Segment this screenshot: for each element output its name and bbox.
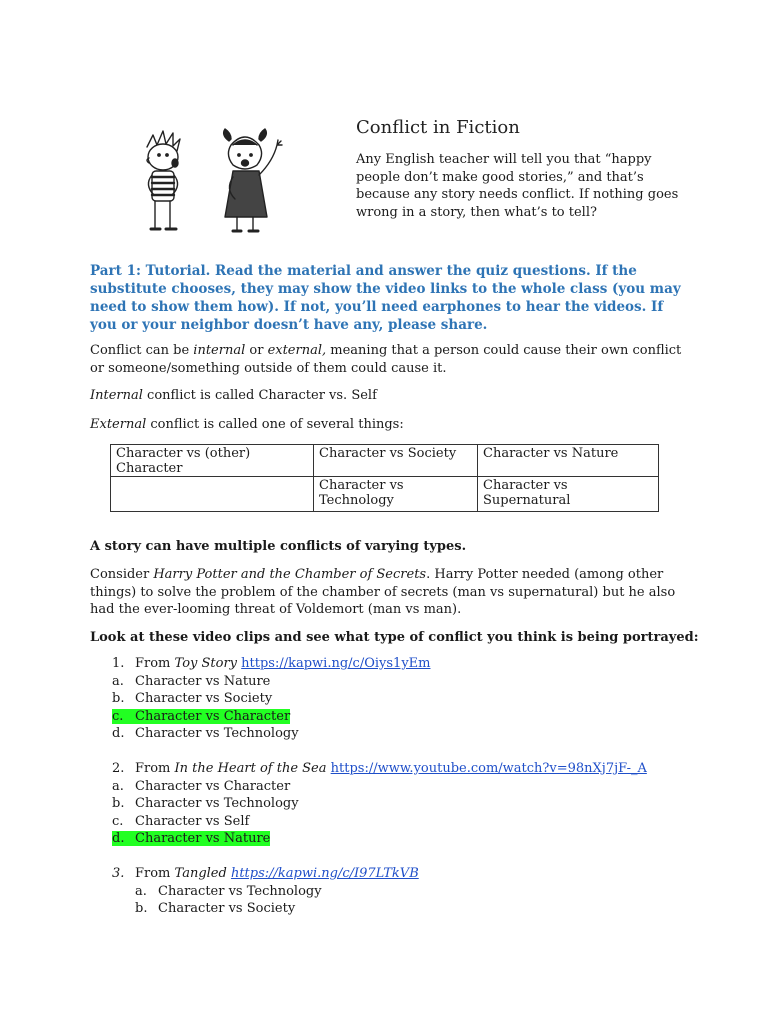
video-link[interactable]: https://kapwi.ng/c/Oiys1yEm bbox=[241, 656, 431, 671]
film-title: Tangled bbox=[174, 866, 227, 881]
part1-instructions: Part 1: Tutorial. Read the material and answer the quiz questions. If the substitute chooses, they may show the video links to the whole class (you may need to show them how). If not, you’ll need earphones to hear the videos. If you or your neighbor doesn’t have any, please share. bbox=[90, 263, 681, 333]
option-text: Character vs Nature bbox=[135, 673, 271, 689]
text-segment: meaning that a person could cause their own conflict or someone/something outside of them could cause it. bbox=[90, 343, 682, 376]
video-clips-heading: Look at these video clips and see what type of conflict you think is being portrayed: bbox=[90, 630, 699, 645]
external-conflict-line bbox=[90, 416, 690, 434]
table-cell: Character vs (other) Character bbox=[111, 445, 314, 477]
text-segment: . Harry Potter needed (among other things) to solve the problem of the chamber of secrets (man vs supernatural) but he also had the ever-looming threat of Voldemort (man vs man). bbox=[90, 567, 676, 617]
option-text: Character vs Society bbox=[158, 901, 296, 916]
text-segment: From bbox=[135, 866, 175, 881]
option-c[interactable] bbox=[112, 813, 712, 831]
option-letter: a. bbox=[112, 778, 124, 794]
option-a[interactable] bbox=[112, 883, 712, 901]
option-b[interactable] bbox=[112, 795, 712, 813]
option-letter: d. bbox=[112, 831, 125, 846]
text-segment: conflict is called Character vs. Self bbox=[142, 388, 377, 403]
option-letter: a. bbox=[112, 673, 124, 689]
question-header bbox=[112, 865, 712, 883]
question-1 bbox=[112, 655, 712, 743]
option-text: Character vs Nature bbox=[135, 831, 271, 846]
question-header bbox=[112, 760, 712, 778]
option-text: Character vs Technology bbox=[158, 883, 322, 899]
text-segment: conflict is called one of several things: bbox=[146, 417, 404, 432]
table-cell: Character vs Nature bbox=[478, 445, 659, 477]
intro-paragraph: Any English teacher will tell you that “happy people don’t make good stories,” and that’s because any story needs conflict. If nothing goes wrong in a story, then what’s to tell? bbox=[356, 152, 679, 220]
question-2 bbox=[112, 760, 712, 848]
text-segment: internal bbox=[193, 343, 246, 358]
table-row bbox=[111, 445, 659, 477]
option-letter: b. bbox=[112, 796, 125, 811]
video-link[interactable]: https://www.youtube.com/watch?v=98nXj7jF-_A bbox=[330, 761, 647, 776]
option-letter: d. bbox=[112, 726, 125, 741]
text-segment: external, bbox=[267, 343, 327, 358]
conflict-definition bbox=[90, 342, 690, 377]
cartoon-illustration bbox=[135, 125, 295, 240]
table-row bbox=[111, 477, 659, 512]
option-a[interactable] bbox=[112, 673, 712, 691]
option-text: Character vs Character bbox=[135, 708, 291, 724]
option-b[interactable] bbox=[112, 900, 712, 918]
table-cell: Character vs Society bbox=[314, 445, 478, 477]
option-c-selected[interactable] bbox=[112, 708, 712, 726]
option-letter: c. bbox=[112, 813, 124, 829]
option-letter: b. bbox=[135, 901, 148, 916]
film-title: Toy Story bbox=[174, 656, 238, 671]
option-a[interactable] bbox=[112, 778, 712, 796]
option-d-selected[interactable] bbox=[112, 830, 712, 848]
conflict-types-table bbox=[110, 444, 659, 512]
option-text: Character vs Society bbox=[135, 691, 273, 706]
question-header bbox=[112, 655, 712, 673]
question-3 bbox=[112, 865, 712, 918]
text-segment: or bbox=[245, 343, 268, 358]
text-segment: External bbox=[90, 417, 147, 432]
text-segment: Harry Potter and the Chamber of Secrets bbox=[153, 567, 427, 582]
option-text: Character vs Character bbox=[135, 778, 291, 794]
page-title: Conflict in Fiction bbox=[356, 117, 520, 138]
question-number: 1. bbox=[112, 656, 125, 671]
option-text: Character vs Technology bbox=[135, 726, 299, 741]
harry-potter-paragraph bbox=[90, 566, 690, 619]
text-segment: Consider bbox=[90, 567, 154, 582]
video-link[interactable]: https://kapwi.ng/c/I97LTkVB bbox=[230, 866, 419, 881]
table-cell: Character vs Technology bbox=[314, 477, 478, 512]
internal-conflict-line bbox=[90, 387, 690, 405]
text-segment: Internal bbox=[90, 388, 143, 403]
option-text: Character vs Technology bbox=[135, 796, 299, 811]
option-text: Character vs Self bbox=[135, 813, 250, 829]
option-letter: b. bbox=[112, 691, 125, 706]
question-number: 3. bbox=[112, 866, 125, 881]
text-segment: From bbox=[135, 761, 175, 776]
multiple-conflicts-heading: A story can have multiple conflicts of varying types. bbox=[90, 539, 467, 554]
option-letter: a. bbox=[135, 883, 147, 899]
film-title: In the Heart of the Sea bbox=[174, 761, 327, 776]
table-cell: Character vs Supernatural bbox=[478, 477, 659, 512]
text-segment: Conflict can be bbox=[90, 343, 194, 358]
question-number: 2. bbox=[112, 761, 125, 776]
option-b[interactable] bbox=[112, 690, 712, 708]
table-cell bbox=[111, 477, 314, 512]
option-d[interactable] bbox=[112, 725, 712, 743]
text-segment: From bbox=[135, 656, 175, 671]
option-letter: c. bbox=[112, 708, 124, 724]
